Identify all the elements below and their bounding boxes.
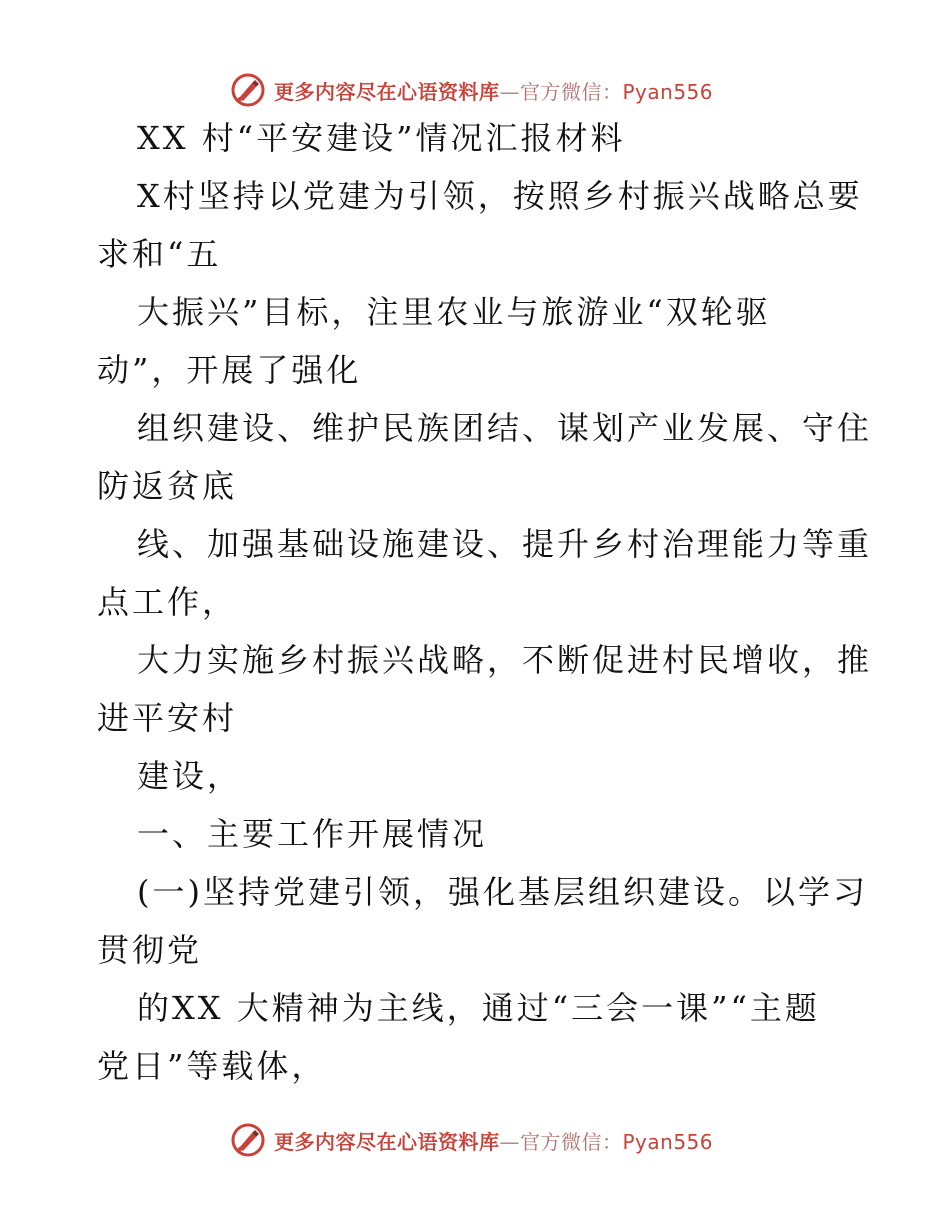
watermark-id: Pyan556 [622, 79, 714, 104]
watermark-text [274, 1126, 713, 1155]
watermark-dash: — [499, 1129, 520, 1154]
watermark-header [230, 70, 720, 110]
text-line: X村坚持以党建为引领，按照乡村振兴战略总要 [137, 177, 863, 215]
text-line: 大振兴”目标，注里农业与旅游业“双轮驱 [137, 293, 771, 331]
section-heading: 一、主要工作开展情况 [137, 815, 488, 853]
pen-logo-icon [230, 1122, 266, 1158]
text-line: 防返贫底 [97, 467, 238, 505]
text-line: 求和“五 [97, 235, 222, 273]
watermark-main: 更多内容尽在心语资料库 [274, 79, 500, 104]
document-title: XX 村“平安建设”情况汇报材料 [137, 119, 626, 157]
text-line: 大力实施乡村振兴战略，不断促进村民增收，推 [137, 641, 873, 679]
text-line: 动”，开展了强化 [97, 351, 362, 389]
text-line: 党日”等载体， [97, 1047, 327, 1085]
watermark-sub: 官方微信： [520, 79, 623, 104]
text-line: 线、加强基础设施建设、提升乡村治理能力等重 [137, 525, 873, 563]
text-line: 的XX 大精神为主线，通过“三会一课”“主题 [137, 989, 820, 1027]
text-line: 点工作， [97, 583, 238, 621]
watermark-main: 更多内容尽在心语资料库 [274, 1129, 500, 1154]
text-line: 进平安村 [97, 699, 238, 737]
watermark-footer [230, 1120, 720, 1160]
subsection-heading: (一)坚持党建引领，强化基层组织建设。以学习 [137, 873, 868, 911]
text-line: 组织建设、维护民族团结、谋划产业发展、守住 [137, 409, 873, 447]
watermark-text [274, 76, 713, 105]
text-line: 贯彻党 [97, 931, 203, 969]
watermark-id: Pyan556 [622, 1129, 714, 1154]
watermark-sub: 官方微信： [520, 1129, 623, 1154]
text-line: 建设， [137, 757, 243, 795]
pen-logo-icon [230, 72, 266, 108]
watermark-dash: — [499, 79, 520, 104]
